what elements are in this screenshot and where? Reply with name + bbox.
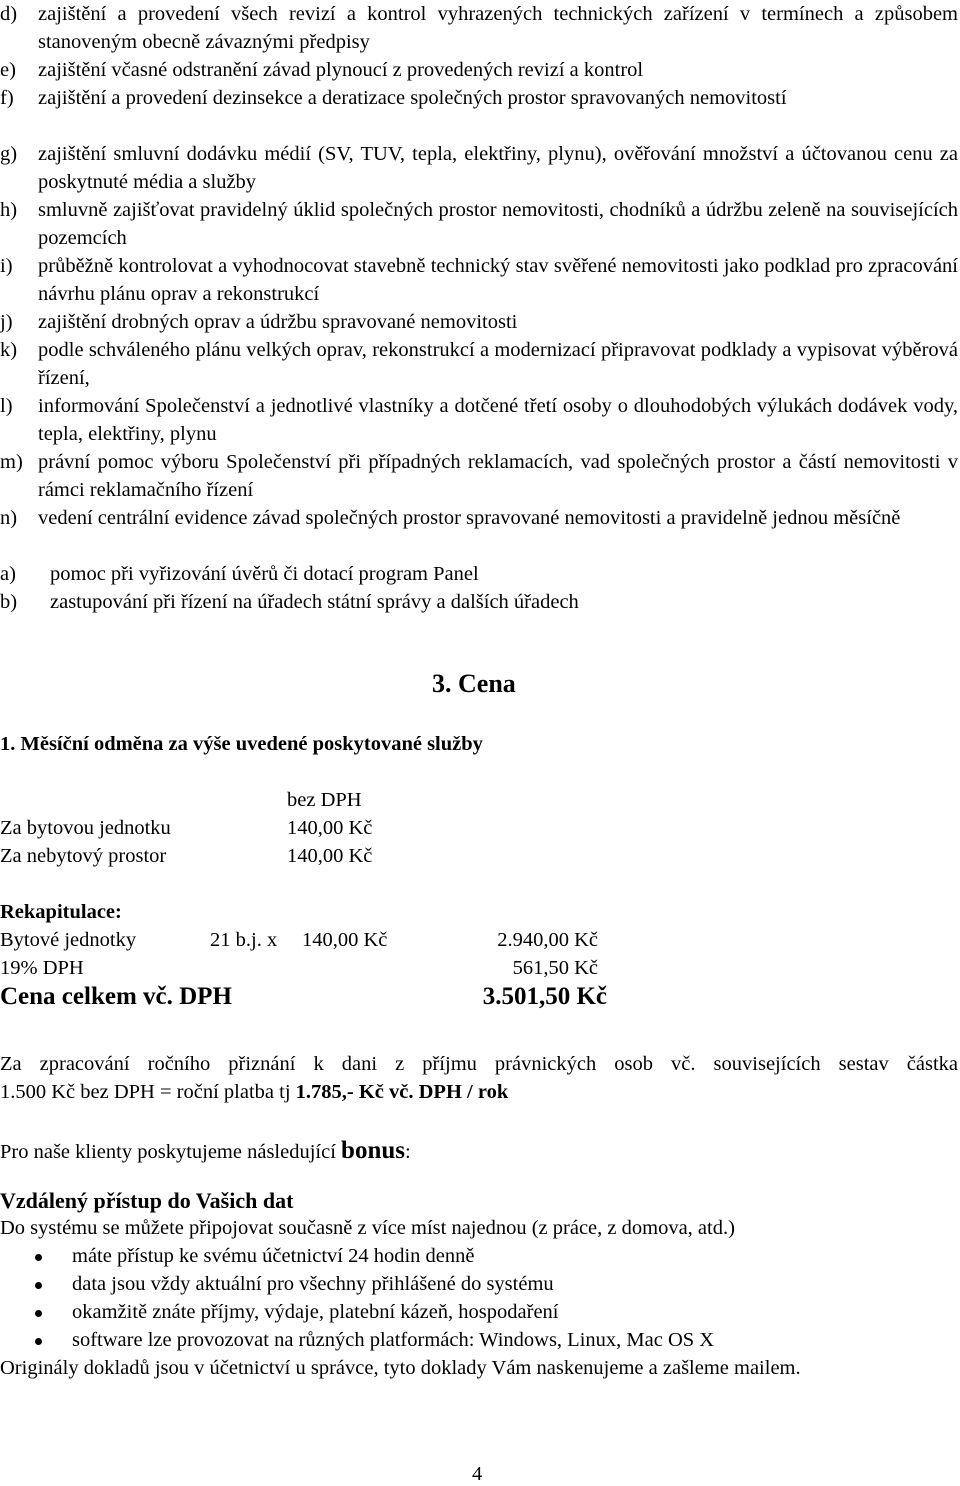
list-item-label: e) bbox=[0, 59, 16, 81]
monthly-fee-heading: 1. Měsíční odměna za výše uvedené poskytované služby bbox=[0, 733, 483, 755]
tax-note-line bbox=[0, 1078, 508, 1106]
recap-row-unit-price: 140,00 Kč bbox=[302, 929, 388, 951]
list-item-text: vedení centrální evidence závad společných prostor spravované nemovitosti a pravidelně jednou měsíčně bbox=[38, 507, 901, 529]
list-item bbox=[0, 308, 958, 336]
bonus-prefix: Pro naše klienty poskytujeme následující bbox=[0, 1141, 342, 1163]
bullet-dot bbox=[35, 1338, 42, 1345]
recap-row-label: 19% DPH bbox=[0, 957, 84, 979]
bullet-dot bbox=[35, 1254, 42, 1261]
list-item bbox=[0, 56, 958, 84]
list-item bbox=[0, 196, 958, 252]
recap-row-label: Bytové jednotky bbox=[0, 929, 137, 951]
list-item bbox=[0, 336, 958, 392]
list-item bbox=[0, 84, 958, 112]
list-item-label: a) bbox=[0, 563, 16, 585]
price-row-value: 140,00 Kč bbox=[287, 845, 373, 867]
list-item-text: smluvně zajišťovat pravidelný úklid společných prostor nemovitosti, chodníků a údržbu zeleně na souvisejících pozemcích bbox=[38, 199, 958, 249]
list-item bbox=[0, 252, 958, 308]
list-item-label: d) bbox=[0, 3, 18, 25]
tax-note-text: 1.500 Kč bez DPH = roční platba tj bbox=[0, 1081, 296, 1103]
bullet-item: okamžitě znáte příjmy, výdaje, platební kázeň, hospodaření bbox=[72, 1301, 559, 1323]
list-item bbox=[0, 448, 958, 504]
tax-note-amount: 1.785,- Kč vč. DPH / rok bbox=[295, 1081, 509, 1103]
recap-title: Rekapitulace: bbox=[0, 901, 122, 923]
list-item-text: zajištění smluvní dodávku médií (SV, TUV, tepla, elektřiny, plynu), ověřování množství a účtovanou cenu za poskytnuté média a služby bbox=[38, 143, 958, 193]
list-item-text: zastupování při řízení na úřadech státní správy a dalších úřadech bbox=[50, 591, 579, 613]
remote-access-footer: Originály dokladů jsou v účetnictví u správce, tyto doklady Vám naskenujeme a zašleme mailem. bbox=[0, 1357, 801, 1379]
list-item bbox=[0, 0, 958, 56]
tax-note bbox=[0, 1050, 958, 1078]
list-item-label: g) bbox=[0, 143, 18, 165]
list-item-label: j) bbox=[0, 311, 13, 333]
recap-grand-total-value: 3.501,50 Kč bbox=[482, 983, 607, 1010]
price-row-label: Za bytovou jednotku bbox=[0, 817, 171, 839]
list-item bbox=[0, 560, 479, 588]
bonus-word: bonus bbox=[341, 1137, 405, 1164]
price-row-value: 140,00 Kč bbox=[287, 817, 373, 839]
list-item bbox=[0, 140, 958, 196]
list-item-text: zajištění a provedení všech revizí a kontrol vyhrazených technických zařízení v termínech a způsobem stanoveným obecně závaznými předpisy bbox=[38, 3, 958, 53]
bullet-dot bbox=[35, 1310, 42, 1317]
bonus-suffix: : bbox=[405, 1141, 411, 1163]
price-row-label: Za nebytový prostor bbox=[0, 845, 167, 867]
list-item-label: l) bbox=[0, 395, 13, 417]
list-item-label: m) bbox=[0, 451, 23, 473]
list-item bbox=[0, 504, 958, 532]
list-item-text: právní pomoc výboru Společenství při případných reklamacích, vad společných prostor a částí nemovitosti v rámci reklamačního řízení bbox=[38, 451, 958, 501]
list-item bbox=[0, 392, 958, 448]
list-item-label: b) bbox=[0, 591, 18, 613]
bullet-item: software lze provozovat na různých platformách: Windows, Linux, Mac OS X bbox=[72, 1329, 715, 1351]
list-item-label: h) bbox=[0, 199, 18, 221]
remote-access-heading: Vzdálený přístup do Vašich dat bbox=[0, 1188, 294, 1213]
recap-row-total: 561,50 Kč bbox=[512, 957, 598, 979]
price-column-header: bez DPH bbox=[287, 789, 362, 811]
list-item-text: podle schváleného plánu velkých oprav, rekonstrukcí a modernizací připravovat podklady a vypisovat výběrová řízení, bbox=[38, 339, 958, 389]
list-item-text: informování Společenství a jednotlivé vlastníky a dotčené třetí osoby o dlouhodobých výlukách dodávek vody, tepla, elektřiny, plynu bbox=[38, 395, 958, 445]
bullet-item: data jsou vždy aktuální pro všechny přihlášené do systému bbox=[72, 1273, 554, 1295]
recap-grand-total-label: Cena celkem vč. DPH bbox=[0, 983, 232, 1010]
list-item-text: pomoc při vyřizování úvěrů či dotací program Panel bbox=[50, 563, 479, 585]
bullet-dot bbox=[35, 1282, 42, 1289]
recap-row-total: 2.940,00 Kč bbox=[497, 929, 598, 951]
remote-access-intro: Do systému se můžete připojovat současně z více míst najednou (z práce, z domova, atd.) bbox=[0, 1217, 735, 1239]
page-number: 4 bbox=[472, 1463, 483, 1485]
list-item bbox=[0, 588, 579, 616]
list-item-text: zajištění včasné odstranění závad plynoucí z provedených revizí a kontrol bbox=[38, 59, 644, 81]
list-item-label: f) bbox=[0, 87, 14, 109]
list-item-text: zajištění a provedení dezinsekce a deratizace společných prostor spravovaných nemovitostí bbox=[38, 87, 787, 109]
list-item-label: n) bbox=[0, 507, 18, 529]
list-item-text: zajištění drobných oprav a údržbu spravované nemovitosti bbox=[38, 311, 518, 333]
list-item-label: k) bbox=[0, 339, 18, 361]
tax-note-line: Za zpracování ročního přiznání k dani z příjmu právnických osob vč. souvisejících sestav částka bbox=[0, 1053, 958, 1075]
bonus-line bbox=[0, 1136, 411, 1167]
recap-row-qty: 21 b.j. x bbox=[210, 929, 278, 951]
list-item-text: průběžně kontrolovat a vyhodnocovat stavebně technický stav svěřené nemovitosti jako podklad pro zpracování návrhu plánu oprav a rekonstrukcí bbox=[38, 255, 958, 305]
bullet-item: máte přístup ke svému účetnictví 24 hodin denně bbox=[72, 1245, 475, 1267]
section-title: 3. Cena bbox=[432, 669, 516, 698]
list-item-label: i) bbox=[0, 255, 13, 277]
